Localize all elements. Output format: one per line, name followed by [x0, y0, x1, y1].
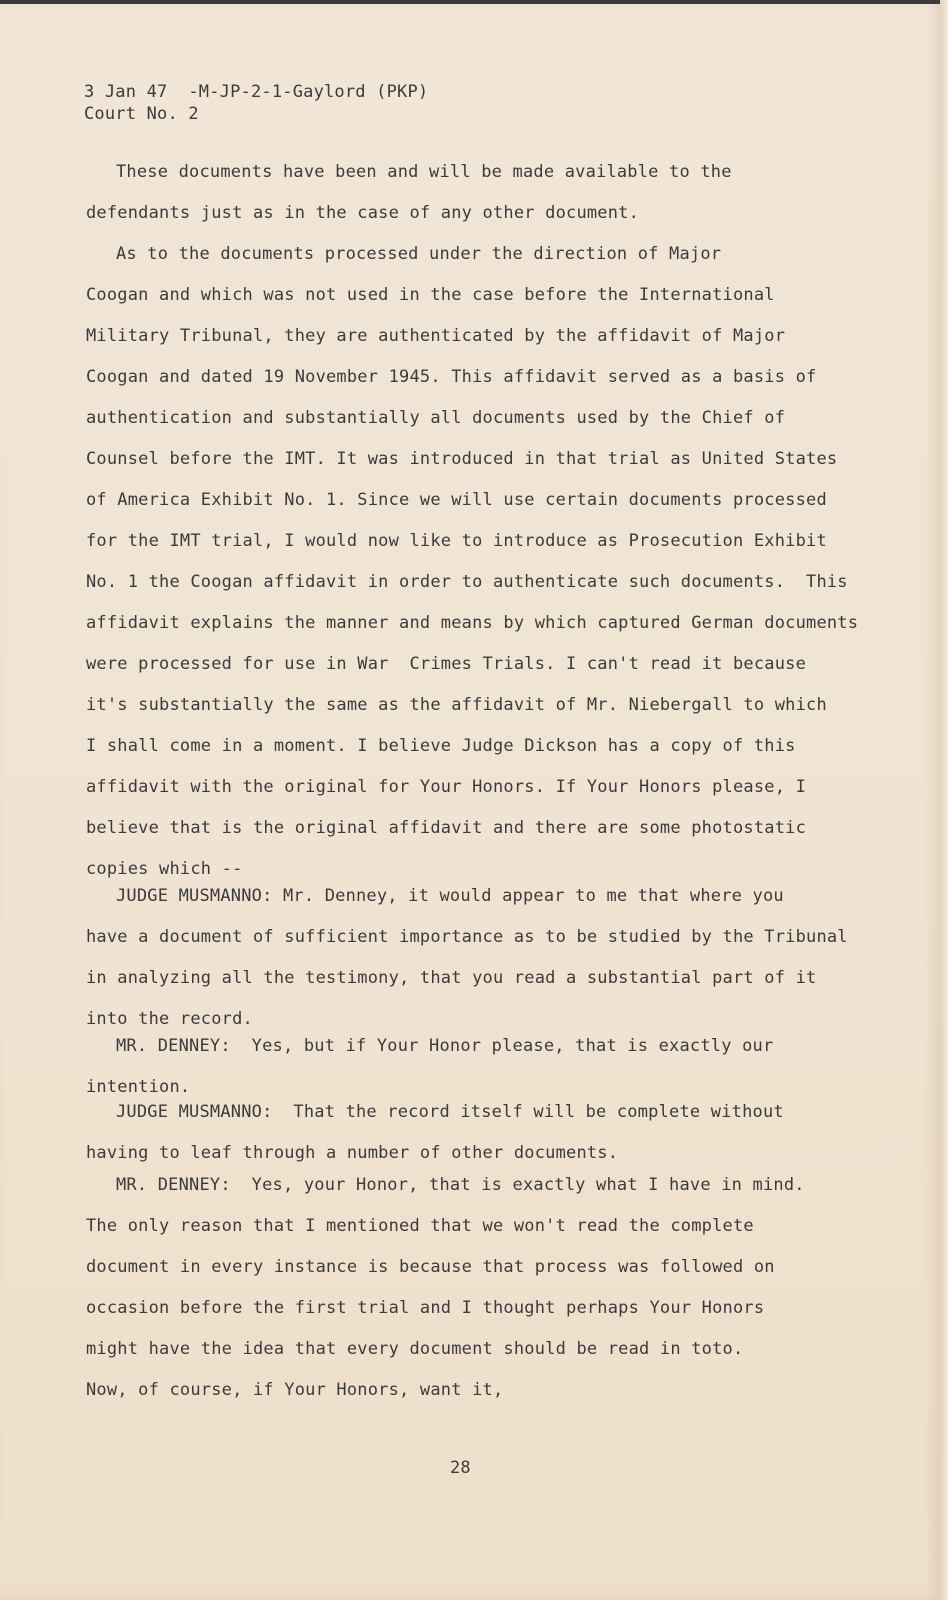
transcript-line: Coogan and dated 19 November 1945. This affidavit served as a basis of: [86, 367, 817, 387]
transcript-line: into the record.: [86, 1009, 253, 1029]
transcript-line: have a document of sufficient importance as to be studied by the Tribunal: [86, 927, 848, 947]
speaker-line: JUDGE MUSMANNO: That the record itself will be complete without: [116, 1102, 784, 1122]
transcript-line: As to the documents processed under the direction of Major: [116, 244, 722, 264]
transcript-line: I shall come in a moment. I believe Judge Dickson has a copy of this: [86, 736, 796, 756]
transcript-line: Now, of course, if Your Honors, want it,: [86, 1380, 504, 1400]
transcript-line: No. 1 the Coogan affidavit in order to authenticate such documents. This: [86, 572, 848, 592]
transcript-line: for the IMT trial, I would now like to introduce as Prosecution Exhibit: [86, 531, 827, 551]
transcript-line: Counsel before the IMT. It was introduced in that trial as United States: [86, 449, 838, 469]
transcript-line: having to leaf through a number of other documents.: [86, 1143, 619, 1163]
transcript-line: of America Exhibit No. 1. Since we will use certain documents processed: [86, 490, 827, 510]
speaker-line: JUDGE MUSMANNO: Mr. Denney, it would appear to me that where you: [116, 886, 784, 906]
page-number: 28: [450, 1458, 471, 1478]
transcript-line: might have the idea that every document should be read in toto.: [86, 1339, 744, 1359]
transcript-line: defendants just as in the case of any other document.: [86, 203, 640, 223]
page-edge-strip: [940, 0, 948, 1600]
transcript-line: occasion before the first trial and I thought perhaps Your Honors: [86, 1298, 765, 1318]
header-reference-line: 3 Jan 47 -M-JP-2-1-Gaylord (PKP): [84, 82, 429, 102]
transcript-line: it's substantially the same as the affidavit of Mr. Niebergall to which: [86, 695, 827, 715]
document-header: [84, 81, 428, 125]
transcript-line: authentication and substantially all documents used by the Chief of: [86, 408, 786, 428]
header-court-line: Court No. 2: [84, 104, 199, 124]
transcript-line: believe that is the original affidavit and there are some photostatic: [86, 818, 807, 838]
transcript-line: Coogan and which was not used in the case before the International: [86, 285, 775, 305]
transcript-line: affidavit with the original for Your Honors. If Your Honors please, I: [86, 777, 807, 797]
transcript-line: The only reason that I mentioned that we won't read the complete: [86, 1216, 754, 1236]
transcript-line: intention.: [86, 1077, 191, 1097]
scan-top-edge: [0, 0, 948, 4]
transcript-line: Military Tribunal, they are authenticated by the affidavit of Major: [86, 326, 786, 346]
transcript-line: copies which --: [86, 859, 243, 879]
transcript-line: in analyzing all the testimony, that you read a substantial part of it: [86, 968, 817, 988]
speaker-line: MR. DENNEY: Yes, your Honor, that is exactly what I have in mind.: [116, 1175, 805, 1195]
speaker-line: MR. DENNEY: Yes, but if Your Honor please, that is exactly our: [116, 1036, 774, 1056]
transcript-line: were processed for use in War Crimes Trials. I can't read it because: [86, 654, 807, 674]
transcript-line: These documents have been and will be made available to the: [116, 162, 732, 182]
transcript-line: affidavit explains the manner and means by which captured German documents: [86, 613, 859, 633]
transcript-line: document in every instance is because that process was followed on: [86, 1257, 775, 1277]
